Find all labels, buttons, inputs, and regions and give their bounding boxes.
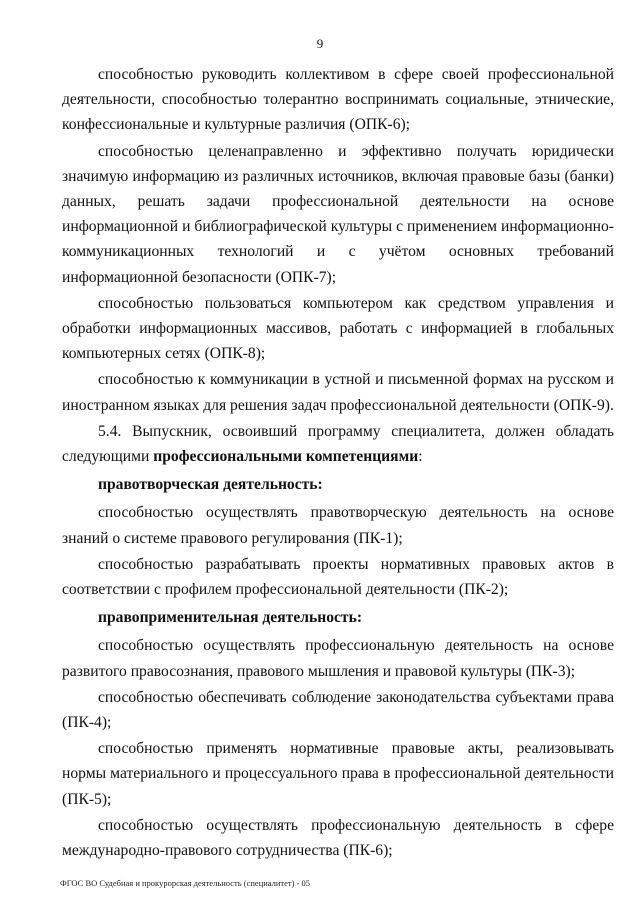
- intro-bold-term: профессиональными компетенциями: [153, 448, 419, 466]
- section-heading-law-enforcement: правоприменительная деятельность:: [98, 609, 363, 627]
- paragraph-pk-2: способностью разрабатывать проекты нормативных правовых актов в соответствии с профилем профессиональной деятельности (ПК-2);: [62, 555, 614, 599]
- intro-lead: 5.4. Выпускник, освоивший программу специалитета, должен обладать следующими: [62, 422, 614, 466]
- paragraph-opk-7: способностью целенаправленно и эффективно получать юридически значимую информацию из различных источников, включая правовые базы (банки) данных, решать задачи профессиональной деятельности на основе информационной и библиографической культуры с применением информационно-коммуникационных технологий и с учётом основных требований информационной безопасности (ОПК-7);: [62, 142, 614, 286]
- document-body: [62, 62, 614, 863]
- paragraph-pk-5: способностью применять нормативные правовые акты, реализовывать нормы материального и процессуального права в профессиональной деятельности (ПК-5);: [62, 740, 614, 808]
- paragraph-5-4: [62, 419, 614, 469]
- paragraph-pk-4: способностью обеспечивать соблюдение законодательства субъектами права (ПК-4);: [62, 688, 614, 732]
- paragraph-opk-8: способностью пользоваться компьютером как средством управления и обработки информационных массивов, работать с информацией в глобальных компьютерных сетях (ОПК-8);: [62, 294, 614, 363]
- paragraph-pk-6: способностью осуществлять профессиональную деятельность в сфере международно-правового сотрудничества (ПК-6);: [62, 816, 614, 860]
- section-heading-lawmaking: правотворческая деятельность:: [98, 476, 323, 494]
- paragraph-opk-9: способностью к коммуникации в устной и письменной формах на русском и иностранном языках для решения задач профессиональной деятельности (ОПК-9).: [62, 371, 614, 414]
- page-footer: ФГОС ВО Судебная и прокурорская деятельность (специалитет) - 05: [60, 878, 311, 888]
- paragraph-opk-6: способностью руководить коллективом в сфере своей профессиональной деятельности, способностью толерантно воспринимать социальные, этнические, конфессиональные и культурные различия (ОПК-6);: [62, 66, 614, 134]
- intro-tail: :: [418, 448, 423, 466]
- paragraph-pk-1: способностью осуществлять правотворческую деятельность на основе знаний о системе правового регулирования (ПК-1);: [62, 504, 614, 547]
- paragraph-pk-3: способностью осуществлять профессиональную деятельность на основе развитого правосознания, правового мышления и правовой культуры (ПК-3);: [62, 637, 614, 680]
- page-number: 9: [316, 36, 324, 51]
